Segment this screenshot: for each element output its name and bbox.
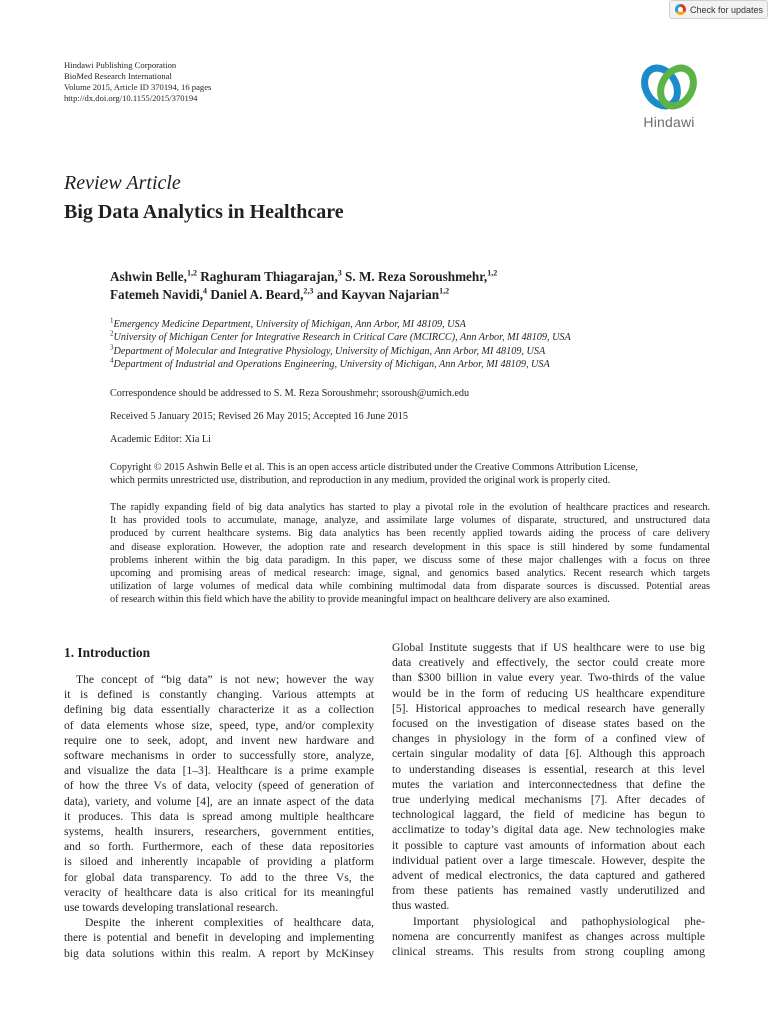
author-name: and Kayvan Najarian bbox=[316, 287, 440, 302]
correspondence: Correspondence should be addressed to S. M. Reza Soroushmehr; ssoroush@umich.edu bbox=[110, 388, 470, 399]
hindawi-logo-icon bbox=[640, 62, 698, 112]
check-for-updates-button[interactable] bbox=[669, 0, 768, 19]
affiliation bbox=[110, 358, 710, 371]
author-affil-ref: 1,2 bbox=[439, 286, 450, 296]
journal-name: BioMed Research International bbox=[64, 71, 172, 81]
copyright-notice bbox=[110, 461, 710, 487]
body-line: of data elements whose size, speed, type, and/or complexity bbox=[64, 718, 374, 732]
body-line: The concept of “big data” is not new; however the way bbox=[76, 673, 374, 686]
body-line: from these patients has remained vastly underutilized and bbox=[392, 884, 705, 898]
body-line: big data solutions within this realm. A report by McKinsey bbox=[64, 946, 374, 960]
author-name: Raghuram Thiagarajan, bbox=[200, 269, 338, 284]
body-line: for global data transparency. To add to the three Vs, the bbox=[64, 870, 374, 884]
affiliation-text: Department of Molecular and Integrative Physiology, University of Michigan, Ann Arbor, MI 48109, USA bbox=[113, 345, 546, 357]
body-line: there is potential and benefit in developing and implementing bbox=[64, 931, 374, 945]
body-line: to understanding diseases is essential, research at this level bbox=[392, 762, 705, 776]
affiliation-number: 1 bbox=[110, 316, 114, 325]
body-line: nomena are concurrently manifest as changes across multiple bbox=[392, 929, 705, 943]
affiliation bbox=[110, 331, 710, 344]
body-line: technological laggard, the field of medicine has begun to bbox=[392, 808, 705, 822]
affiliation-text: Emergency Medicine Department, University of Michigan, Ann Arbor, MI 48109, USA bbox=[113, 319, 466, 330]
body-line: focused on the investigation of disease states based on the bbox=[392, 717, 705, 731]
author-affil-ref: 2,3 bbox=[303, 286, 314, 296]
body-line: veracity of healthcare data is also critical for its meaningful bbox=[64, 885, 374, 899]
doi-link[interactable]: http://dx.doi.org/10.1155/2015/370194 bbox=[64, 93, 198, 103]
body-line: software mechanisms in order to successfully store, analyze, bbox=[64, 749, 374, 763]
copyright-line: which permits unrestricted use, distribution, and reproduction in any medium, provided the original work is properly cited. bbox=[110, 475, 611, 487]
abstract-line: of research within this field which have the ability to provide meaningful impact on healthcare delivery are also examined. bbox=[110, 594, 610, 606]
abstract-line: The rapidly expanding field of big data analytics has started to play a pivotal role in the evolution of healthcare practices and research. bbox=[110, 502, 710, 513]
body-line: require one to seek, adopt, and invent new hardware and bbox=[64, 733, 374, 747]
author-affil-ref: 1,2 bbox=[487, 268, 498, 278]
affiliation bbox=[110, 318, 710, 331]
body-line: thus wasted. bbox=[392, 899, 450, 913]
body-column-right bbox=[392, 640, 705, 959]
copyright-line: Copyright © 2015 Ashwin Belle et al. This is an open access article distributed under the Creative Commons Attribution License, bbox=[110, 462, 638, 473]
body-line: it produces. This data is spread among multiple healthcare bbox=[64, 809, 374, 823]
body-line: and visualize the data [1–3]. Healthcare is a prime example bbox=[64, 764, 374, 778]
body-line: it possible to capture vast amounts of information about each bbox=[392, 838, 705, 852]
affiliation-number: 4 bbox=[110, 356, 114, 365]
body-line: is siloed and inherently incapable of providing a platform bbox=[64, 855, 374, 869]
affiliation-text: Department of Industrial and Operations Engineering, University of Michigan, Ann Arbor, MI 48109, USA bbox=[113, 359, 550, 371]
article-dates: Received 5 January 2015; Revised 26 May 2015; Accepted 16 June 2015 bbox=[110, 411, 408, 422]
body-line: it is defined is constantly changing. Various attempts at bbox=[64, 688, 374, 702]
author-name: Ashwin Belle, bbox=[110, 269, 187, 284]
body-line: individual patient over a large timescale. However, despite the bbox=[392, 853, 705, 867]
author-name: Fatemeh Navidi, bbox=[110, 287, 204, 302]
body-line: certain singular modality of data [6]. Although this approach bbox=[392, 747, 705, 761]
body-line: data creatively and effectively, the sector could create more bbox=[392, 656, 705, 670]
volume-line: Volume 2015, Article ID 370194, 16 pages bbox=[64, 82, 212, 92]
body-line: true underlying medical mechanisms [7]. After decades of bbox=[392, 793, 705, 807]
author-affil-ref: 1,2 bbox=[186, 268, 197, 278]
body-line: use towards developing translational research. bbox=[64, 901, 279, 915]
body-line: clinical streams. This results from strong coupling among bbox=[392, 945, 705, 959]
abstract-line: problems inherent within the big data paradigm. In this paper, we discuss some of these major challenges with a focus on three bbox=[110, 554, 710, 566]
body-line: would be in the form of reducing US healthcare expenditure bbox=[392, 686, 705, 700]
author-name: Daniel A. Beard, bbox=[210, 287, 304, 302]
publisher: Hindawi Publishing Corporation bbox=[64, 60, 177, 70]
body-line: than $300 billion in value every year. Two-thirds of the value bbox=[392, 671, 705, 685]
body-line: acclimatize to today’s digital data age. New technologies make bbox=[392, 823, 705, 837]
body-line: data), variety, and volume [4], are an innate aspect of the data bbox=[64, 794, 374, 808]
body-line: mutes the variation and interconnectedness that define the bbox=[392, 777, 705, 791]
body-line: advent of medical electronics, the data captured and gathered bbox=[392, 869, 705, 883]
abstract bbox=[110, 501, 710, 607]
abstract-line: and disease exploration. However, the adoption rate and research development in this space is still hindered by some fundamental bbox=[110, 541, 710, 553]
journal-meta bbox=[64, 60, 324, 104]
body-column-left bbox=[64, 672, 374, 961]
affiliation-list bbox=[110, 318, 710, 372]
body-line: and so forth. Furthermore, each of these data repositories bbox=[64, 840, 374, 854]
hindawi-logo-text: Hindawi bbox=[643, 114, 695, 130]
abstract-line: utilization of large volumes of medical data while combining multimodal data from disparate sources is discussed. Potential areas bbox=[110, 581, 710, 593]
body-line: defining big data essentially characterize it as a collection bbox=[64, 703, 374, 717]
article-title: Big Data Analytics in Healthcare bbox=[64, 201, 344, 223]
author-affil-ref: 3 bbox=[337, 268, 342, 278]
author-line bbox=[110, 268, 710, 286]
section-heading: 1. Introduction bbox=[64, 645, 151, 660]
affiliation-number: 2 bbox=[110, 330, 114, 339]
author-affil-ref: 4 bbox=[203, 286, 208, 296]
affiliation-text: University of Michigan Center for Integrative Research in Critical Care (MCIRCC), Ann Arbor, MI 48109, USA bbox=[113, 332, 571, 344]
body-line: Important physiological and pathophysiological phe- bbox=[413, 914, 705, 928]
abstract-line: produced by current healthcare systems. Big data analytics has been recently applied towards aiding the process of care delivery bbox=[110, 528, 710, 540]
body-line: Despite the inherent complexities of healthcare data, bbox=[85, 916, 374, 930]
affiliation bbox=[110, 345, 710, 358]
body-line: [5]. Historical approaches to medical research have generally bbox=[392, 701, 705, 715]
body-line: systems, health insurers, researchers, government entities, bbox=[64, 825, 374, 839]
author-line bbox=[110, 286, 710, 304]
body-line: Global Institute suggests that if US healthcare were to use big bbox=[392, 641, 705, 654]
academic-editor: Academic Editor: Xia Li bbox=[110, 434, 211, 445]
article-type: Review Article bbox=[64, 172, 181, 194]
author-list bbox=[110, 268, 710, 304]
abstract-line: upcoming and promising areas of medical research: image, signal, and genomics based analytics. Recent research which targets bbox=[110, 568, 710, 580]
crossmark-icon bbox=[675, 4, 686, 15]
check-for-updates-label: Check for updates bbox=[690, 4, 764, 15]
affiliation-number: 3 bbox=[110, 343, 114, 352]
body-line: changes in physiology in the form of a confined view of bbox=[392, 732, 705, 746]
author-name: S. M. Reza Soroushmehr, bbox=[345, 269, 488, 284]
hindawi-logo bbox=[629, 62, 709, 132]
body-line: of how the three Vs of data, velocity (speed of generation of bbox=[64, 779, 374, 793]
abstract-line: It has provided tools to accumulate, manage, analyze, and assimilate large volumes of disparate, structured, and unstructured data bbox=[110, 515, 710, 527]
